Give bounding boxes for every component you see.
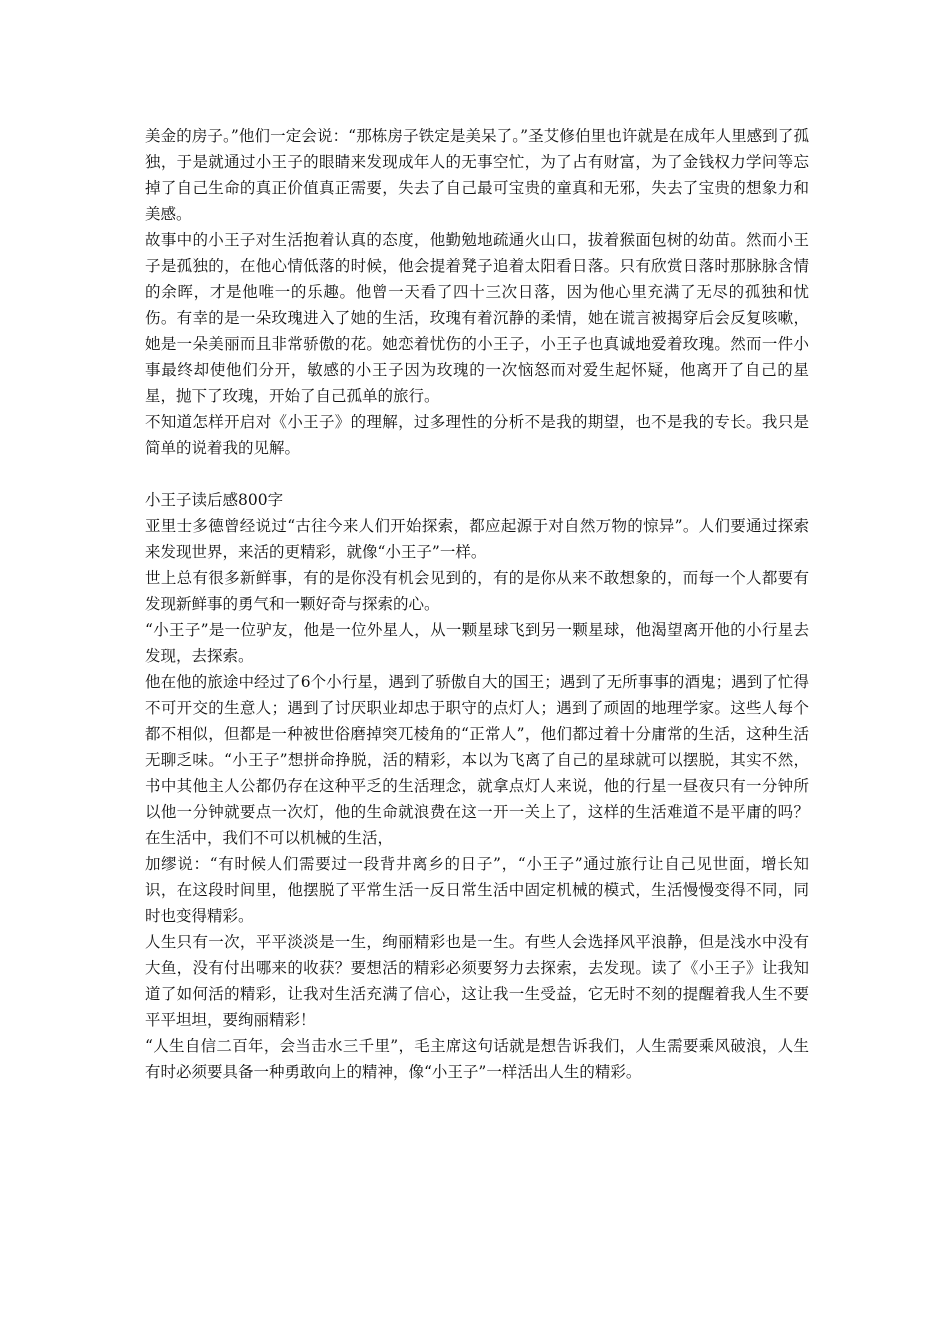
paragraph: 故事中的小王子对生活抱着认真的态度，他勤勉地疏通火山口，拔着猴面包树的幼苗。然而小王子是孤独的，在他心情低落的时候，他会提着凳子追着太阳看日落。只有欣赏日落时那脉脉含情的余晖，才是他唯一的乐趣。他曾一天看了四十三次日落，因为他心里充满了无尽的孤独和忧伤。有幸的是一朵玫瑰进入了她的生活，玫瑰有着沉静的柔情，她在谎言被揭穿后会反复咳嗽，她是一朵美丽而且非常骄傲的花。她恋着忧伤的小王子，小王子也真诚地爱着玫瑰。然而一件小事最终却使他们分开，敏感的小王子因为玫瑰的一次恼怒而对爱生起怀疑，他离开了自己的星星，抛下了玫瑰，开始了自己孤单的旅行。 <box>145 231 809 405</box>
paragraph: 美金的房子。”他们一定会说：“那栋房子铁定是美呆了。”圣艾修伯里也许就是在成年人里感到了孤独，于是就通过小王子的眼睛来发现成年人的无事空忙，为了占有财富，为了金钱权力学问等忘掉了自己生命的真正价值真正需要，失去了自己最可宝贵的童真和无邪，失去了宝贵的想象力和美感。 <box>145 127 809 223</box>
paragraph: 亚里士多德曾经说过“古往今来人们开始探索，都应起源于对自然万物的惊异”。人们要通过探索来发现世界，来活的更精彩，就像“小王子”一样。 <box>145 517 809 561</box>
paragraph: “人生自信二百年，会当击水三千里”，毛主席这句话就是想告诉我们，人生需要乘风破浪，人生有时必须要具备一种勇敢向上的精神，像“小王子”一样活出人生的精彩。 <box>145 1037 809 1081</box>
paragraph: 加缪说：“有时候人们需要过一段背井离乡的日子”，“小王子”通过旅行让自己见世面，增长知识，在这段时间里，他摆脱了平常生活一反日常生活中固定机械的模式，生活慢慢变得不同，同时也变得精彩。 <box>145 855 809 925</box>
paragraph: 他在他的旅途中经过了6个小行星，遇到了骄傲自大的国王；遇到了无所事事的酒鬼；遇到了忙得不可开交的生意人；遇到了讨厌职业却忠于职守的点灯人；遇到了顽固的地理学家。这些人每个都不相似，但都是一种被世俗磨掉突兀棱角的“正常人”，他们都过着十分庸常的生活，这种生活无聊乏味。“小王子”想拼命挣脱，活的精彩，本以为飞离了自己的星球就可以摆脱，其实不然，书中其他主人公都仍存在这种平乏的生活理念，就拿点灯人来说，他的行星一昼夜只有一分钟所以他一分钟就要点一次灯，他的生命就浪费在这一开一关上了，这样的生活难道不是平庸的吗？在生活中，我们不可以机械的生活， <box>145 673 809 847</box>
paragraph: 世上总有很多新鲜事，有的是你没有机会见到的，有的是你从来不敢想象的，而每一个人都要有发现新鲜事的勇气和一颗好奇与探索的心。 <box>145 569 809 613</box>
paragraph: 人生只有一次，平平淡淡是一生，绚丽精彩也是一生。有些人会选择风平浪静，但是浅水中没有大鱼，没有付出哪来的收获？要想活的精彩必须要努力去探索，去发现。读了《小王子》让我知道了如何活的精彩，让我对生活充满了信心，这让我一生受益，它无时不刻的提醒着我人生不要平平坦坦，要绚丽精彩！ <box>145 933 809 1029</box>
paragraph: 不知道怎样开启对《小王子》的理解，过多理性的分析不是我的期望，也不是我的专长。我只是简单的说着我的见解。 <box>145 413 809 457</box>
blank-line <box>145 461 809 487</box>
document-body <box>145 123 809 1085</box>
section-heading: 小王子读后感800字 <box>145 491 284 509</box>
paragraph: “小王子”是一位驴友，他是一位外星人，从一颗星球飞到另一颗星球，他渴望离开他的小行星去发现，去探索。 <box>145 621 809 665</box>
